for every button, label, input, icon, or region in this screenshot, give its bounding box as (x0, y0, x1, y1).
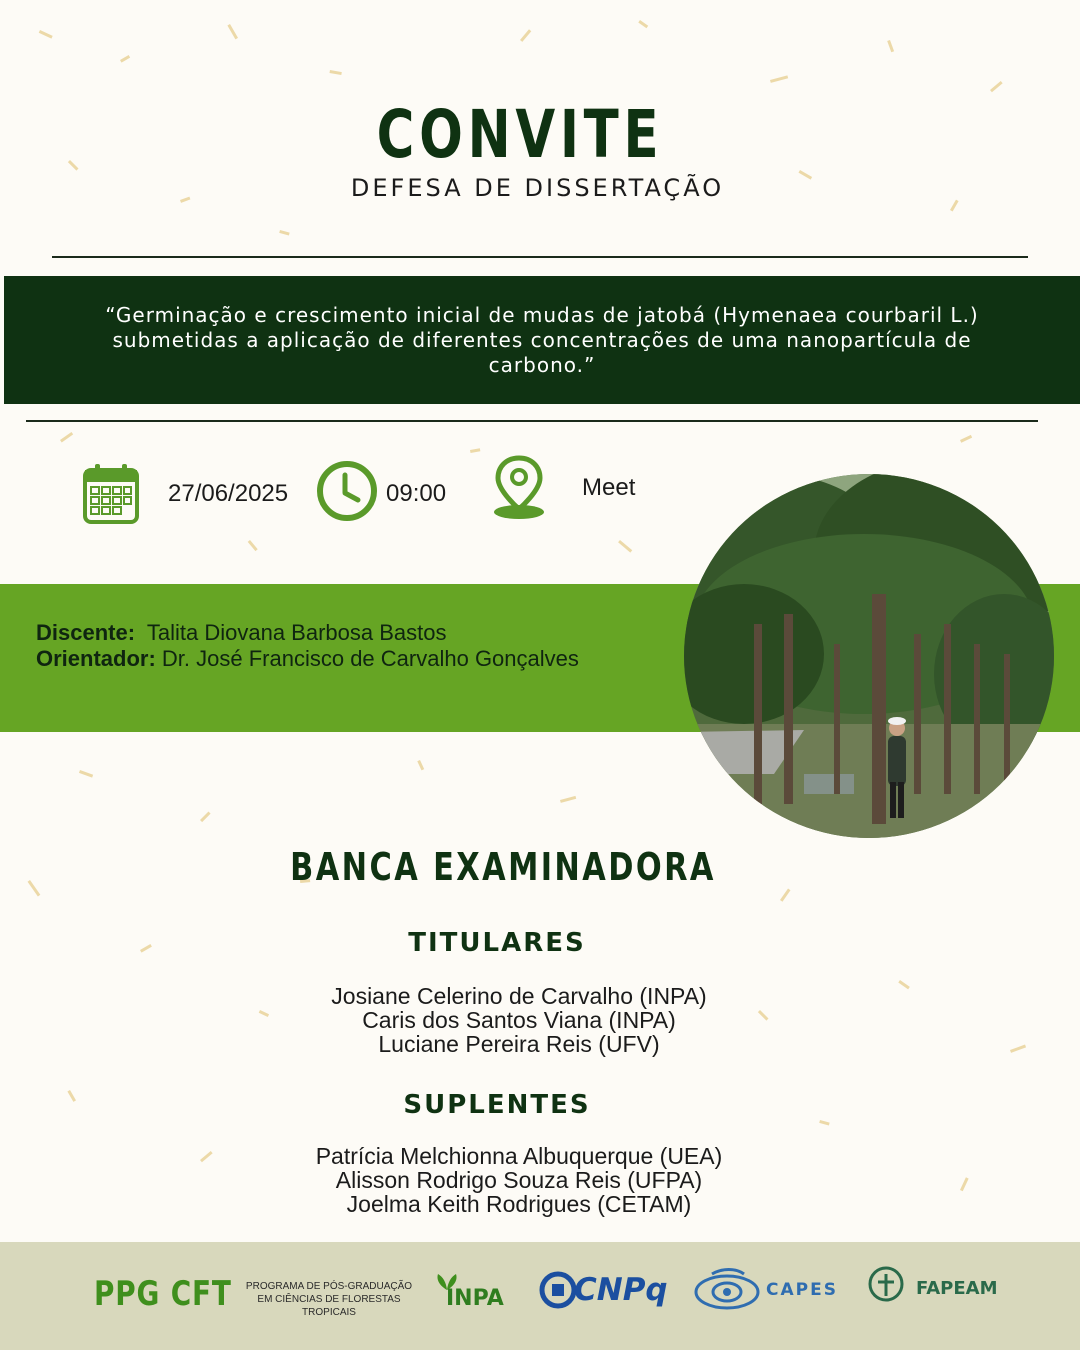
student-line (36, 620, 579, 646)
list-item: Luciane Pereira Reis (UFV) (378, 1031, 660, 1057)
list-item: Josiane Celerino de Carvalho (INPA) (331, 983, 707, 1009)
list-item: Joelma Keith Rodrigues (CETAM) (346, 1191, 692, 1217)
list-item: Caris dos Santos Viana (INPA) (362, 1007, 676, 1033)
ppg-cft-subtitle: PROGRAMA DE PÓS-GRADUAÇÃO EM CIÊNCIAS DE FLORESTAS TROPICAIS (245, 1281, 413, 1318)
fapeam-emblem-icon (862, 1266, 910, 1306)
divider-top (52, 256, 1028, 258)
fapeam-logo: FAPEAM (916, 1278, 998, 1299)
location-pin-icon (492, 454, 546, 520)
event-time: 09:00 (386, 480, 447, 507)
suplentes-heading: SUPLENTES (403, 1090, 591, 1120)
ppg-cft-logo: PPG CFT (94, 1274, 232, 1314)
suplentes-list (0, 1144, 1038, 1216)
divider-bottom (26, 420, 1038, 422)
clock-icon (316, 460, 378, 522)
calendar-icon (82, 462, 140, 526)
page-title: CONVITE (376, 96, 664, 173)
page-subtitle: DEFESA DE DISSERTAÇÃO (350, 174, 725, 202)
capes-logo: CAPES (766, 1280, 838, 1300)
thesis-band (4, 276, 1080, 404)
student-photo (684, 474, 1054, 838)
people-block (36, 620, 579, 672)
committee-heading: BANCA EXAMINADORA (290, 845, 716, 889)
event-date: 27/06/2025 (168, 480, 289, 507)
event-location: Meet (582, 474, 636, 501)
titulares-list (0, 984, 1038, 1056)
cnpq-logo: CNPq (574, 1272, 668, 1308)
titulares-heading: TITULARES (408, 928, 586, 958)
list-item: Alisson Rodrigo Souza Reis (UFPA) (335, 1167, 703, 1193)
inpa-logo: INPA (446, 1286, 504, 1311)
capes-emblem-icon (692, 1266, 762, 1314)
advisor-line (36, 646, 579, 672)
student-label: Discente: (36, 620, 136, 645)
cnpq-emblem-icon (538, 1270, 578, 1310)
advisor-name: Dr. José Francisco de Carvalho Gonçalves (161, 646, 579, 671)
thesis-title: “Germinação e crescimento inicial de mudas de jatobá (Hymenaea courbaril L.) submetidas a aplicação de diferentes concentrações de uma nanopartícula de carbono.” (105, 302, 979, 377)
advisor-label: Orientador: (36, 646, 156, 671)
list-item: Patrícia Melchionna Albuquerque (UEA) (315, 1143, 723, 1169)
student-name: Talita Diovana Barbosa Bastos (146, 620, 447, 645)
